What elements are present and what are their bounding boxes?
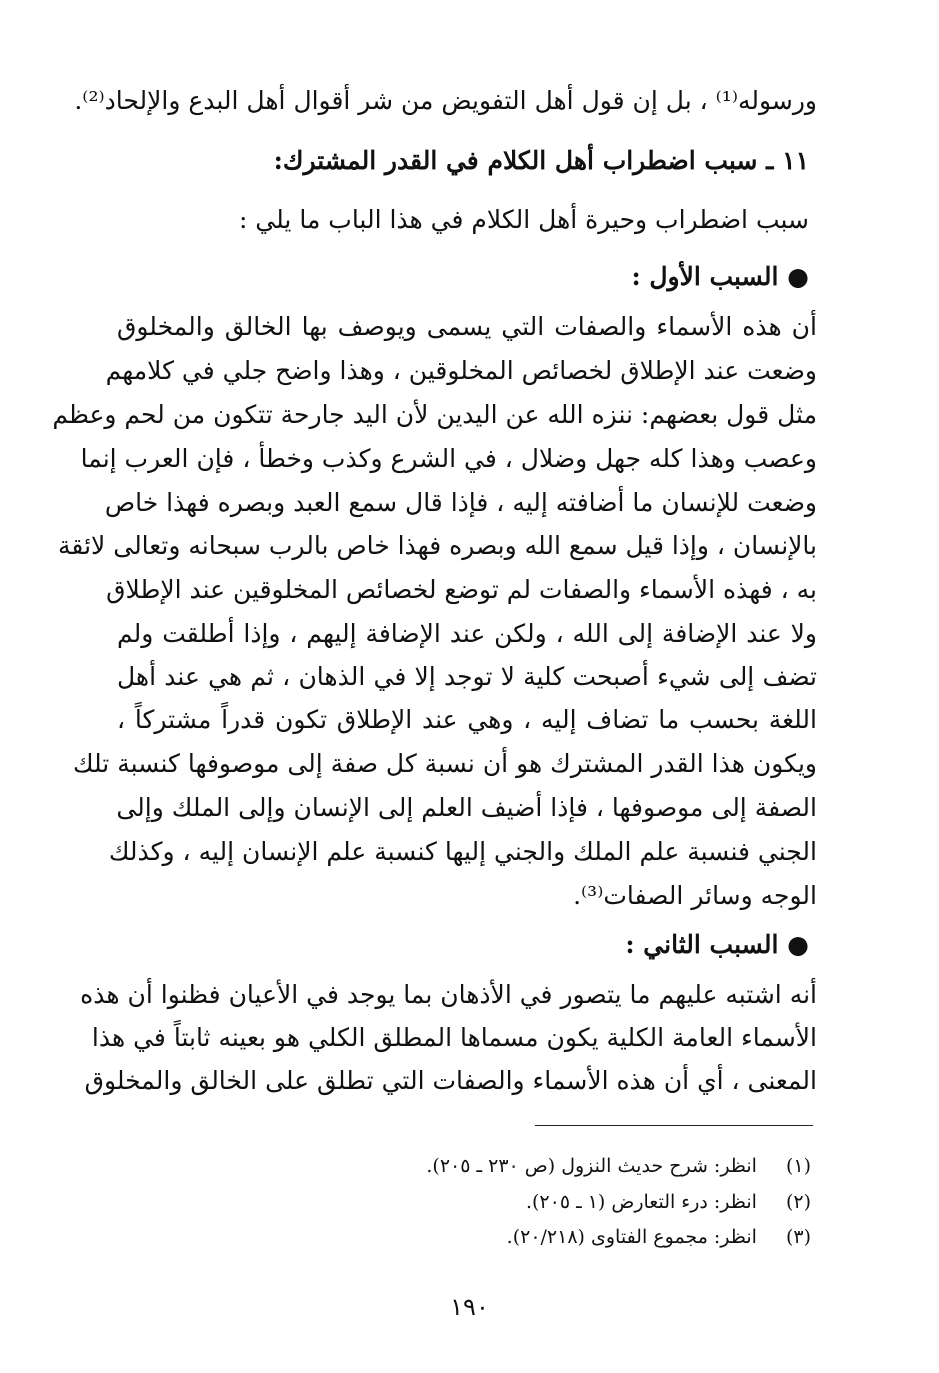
text-line: وضعت عند الإطلاق لخصائص المخلوقين ، وهذا واضح جلي في كلامهم: [105, 356, 817, 385]
footnote: [507, 1226, 811, 1249]
footnote-number: (١): [785, 1155, 811, 1177]
footnote: [526, 1191, 811, 1214]
text-line: بالإنسان ، وإذا قيل سمع الله وبصره فهذا خاص بالرب سبحانه وتعالى لائقة: [58, 531, 817, 560]
second-reason-label: ● السبب الثاني :: [625, 930, 809, 959]
first-reason-label: ● السبب الأول :: [631, 262, 809, 291]
footnote-number: (٣): [785, 1226, 811, 1248]
footnote-text: انظر: مجموع الفتاوى (٢٠/٢١٨).: [506, 1226, 757, 1248]
text-line: أن هذه الأسماء والصفات التي يسمى ويوصف بها الخالق والمخلوق: [117, 312, 817, 341]
text-line: الأسماء العامة الكلية يكون مسماها المطلق الكلي هو بعينه ثابتاً في هذا: [91, 1023, 817, 1052]
text-line: وعصب وهذا كله جهل وضلال ، في الشرع وكذب وخطأ ، فإن العرب إنما: [80, 444, 817, 473]
text-line: اللغة بحسب ما تضاف إليه ، وهي عند الإطلاق تكون قدراً مشتركاً ،: [117, 705, 817, 734]
text-line: أنه اشتبه عليهم ما يتصور في الأذهان بما يوجد في الأعيان فظنوا أن هذه: [80, 980, 817, 1009]
text-line: ورسوله⁽¹⁾ ، بل إن قول أهل التفويض من شر أقوال أهل البدع والإلحاد⁽²⁾.: [74, 86, 817, 115]
section-heading: ١١ ـ سبب اضطراب أهل الكلام في القدر المشترك:: [273, 146, 809, 175]
footnote: [426, 1155, 811, 1178]
text-line: المعنى ، أي أن هذه الأسماء والصفات التي تطلق على الخالق والمخلوق: [84, 1066, 817, 1095]
page-number: ١٩٠: [450, 1293, 489, 1321]
footnote-number: (٢): [785, 1191, 811, 1213]
intro-line: سبب اضطراب وحيرة أهل الكلام في هذا الباب ما يلي :: [238, 205, 809, 234]
text-line: ويكون هذا القدر المشترك هو أن نسبة كل صفة إلى موصوفها كنسبة تلك: [72, 749, 817, 778]
text-line: الوجه وسائر الصفات⁽³⁾.: [573, 881, 817, 910]
footnote-divider: [535, 1125, 813, 1126]
text-line: مثل قول بعضهم: ننزه الله عن اليدين لأن اليد جارحة تتكون من لحم وعظم: [52, 400, 817, 429]
text-line: تضف إلى شيء أصبحت كلية لا توجد إلا في الذهان ، ثم هي عند أهل: [117, 662, 817, 691]
text-line: ولا عند الإضافة إلى الله ، ولكن عند الإضافة إليهم ، وإذا أطلقت ولم: [117, 619, 817, 648]
text-line: الصفة إلى موصوفها ، فإذا أضيف العلم إلى الإنسان وإلى الملك وإلى: [116, 793, 817, 822]
text-line: الجني فنسبة علم الملك والجني إليها كنسبة علم الإنسان إليه ، وكذلك: [108, 837, 817, 866]
text-line: به ، فهذه الأسماء والصفات لم توضع لخصائص المخلوقين عند الإطلاق: [106, 575, 817, 604]
text-line: وضعت للإنسان ما أضافته إليه ، فإذا قال سمع العبد وبصره فهذا خاص: [104, 488, 817, 517]
footnote-text: انظر: درء التعارض (١ ـ ٢٠٥).: [525, 1191, 757, 1213]
footnote-text: انظر: شرح حديث النزول (ص ٢٣٠ ـ ٢٠٥).: [426, 1155, 757, 1177]
